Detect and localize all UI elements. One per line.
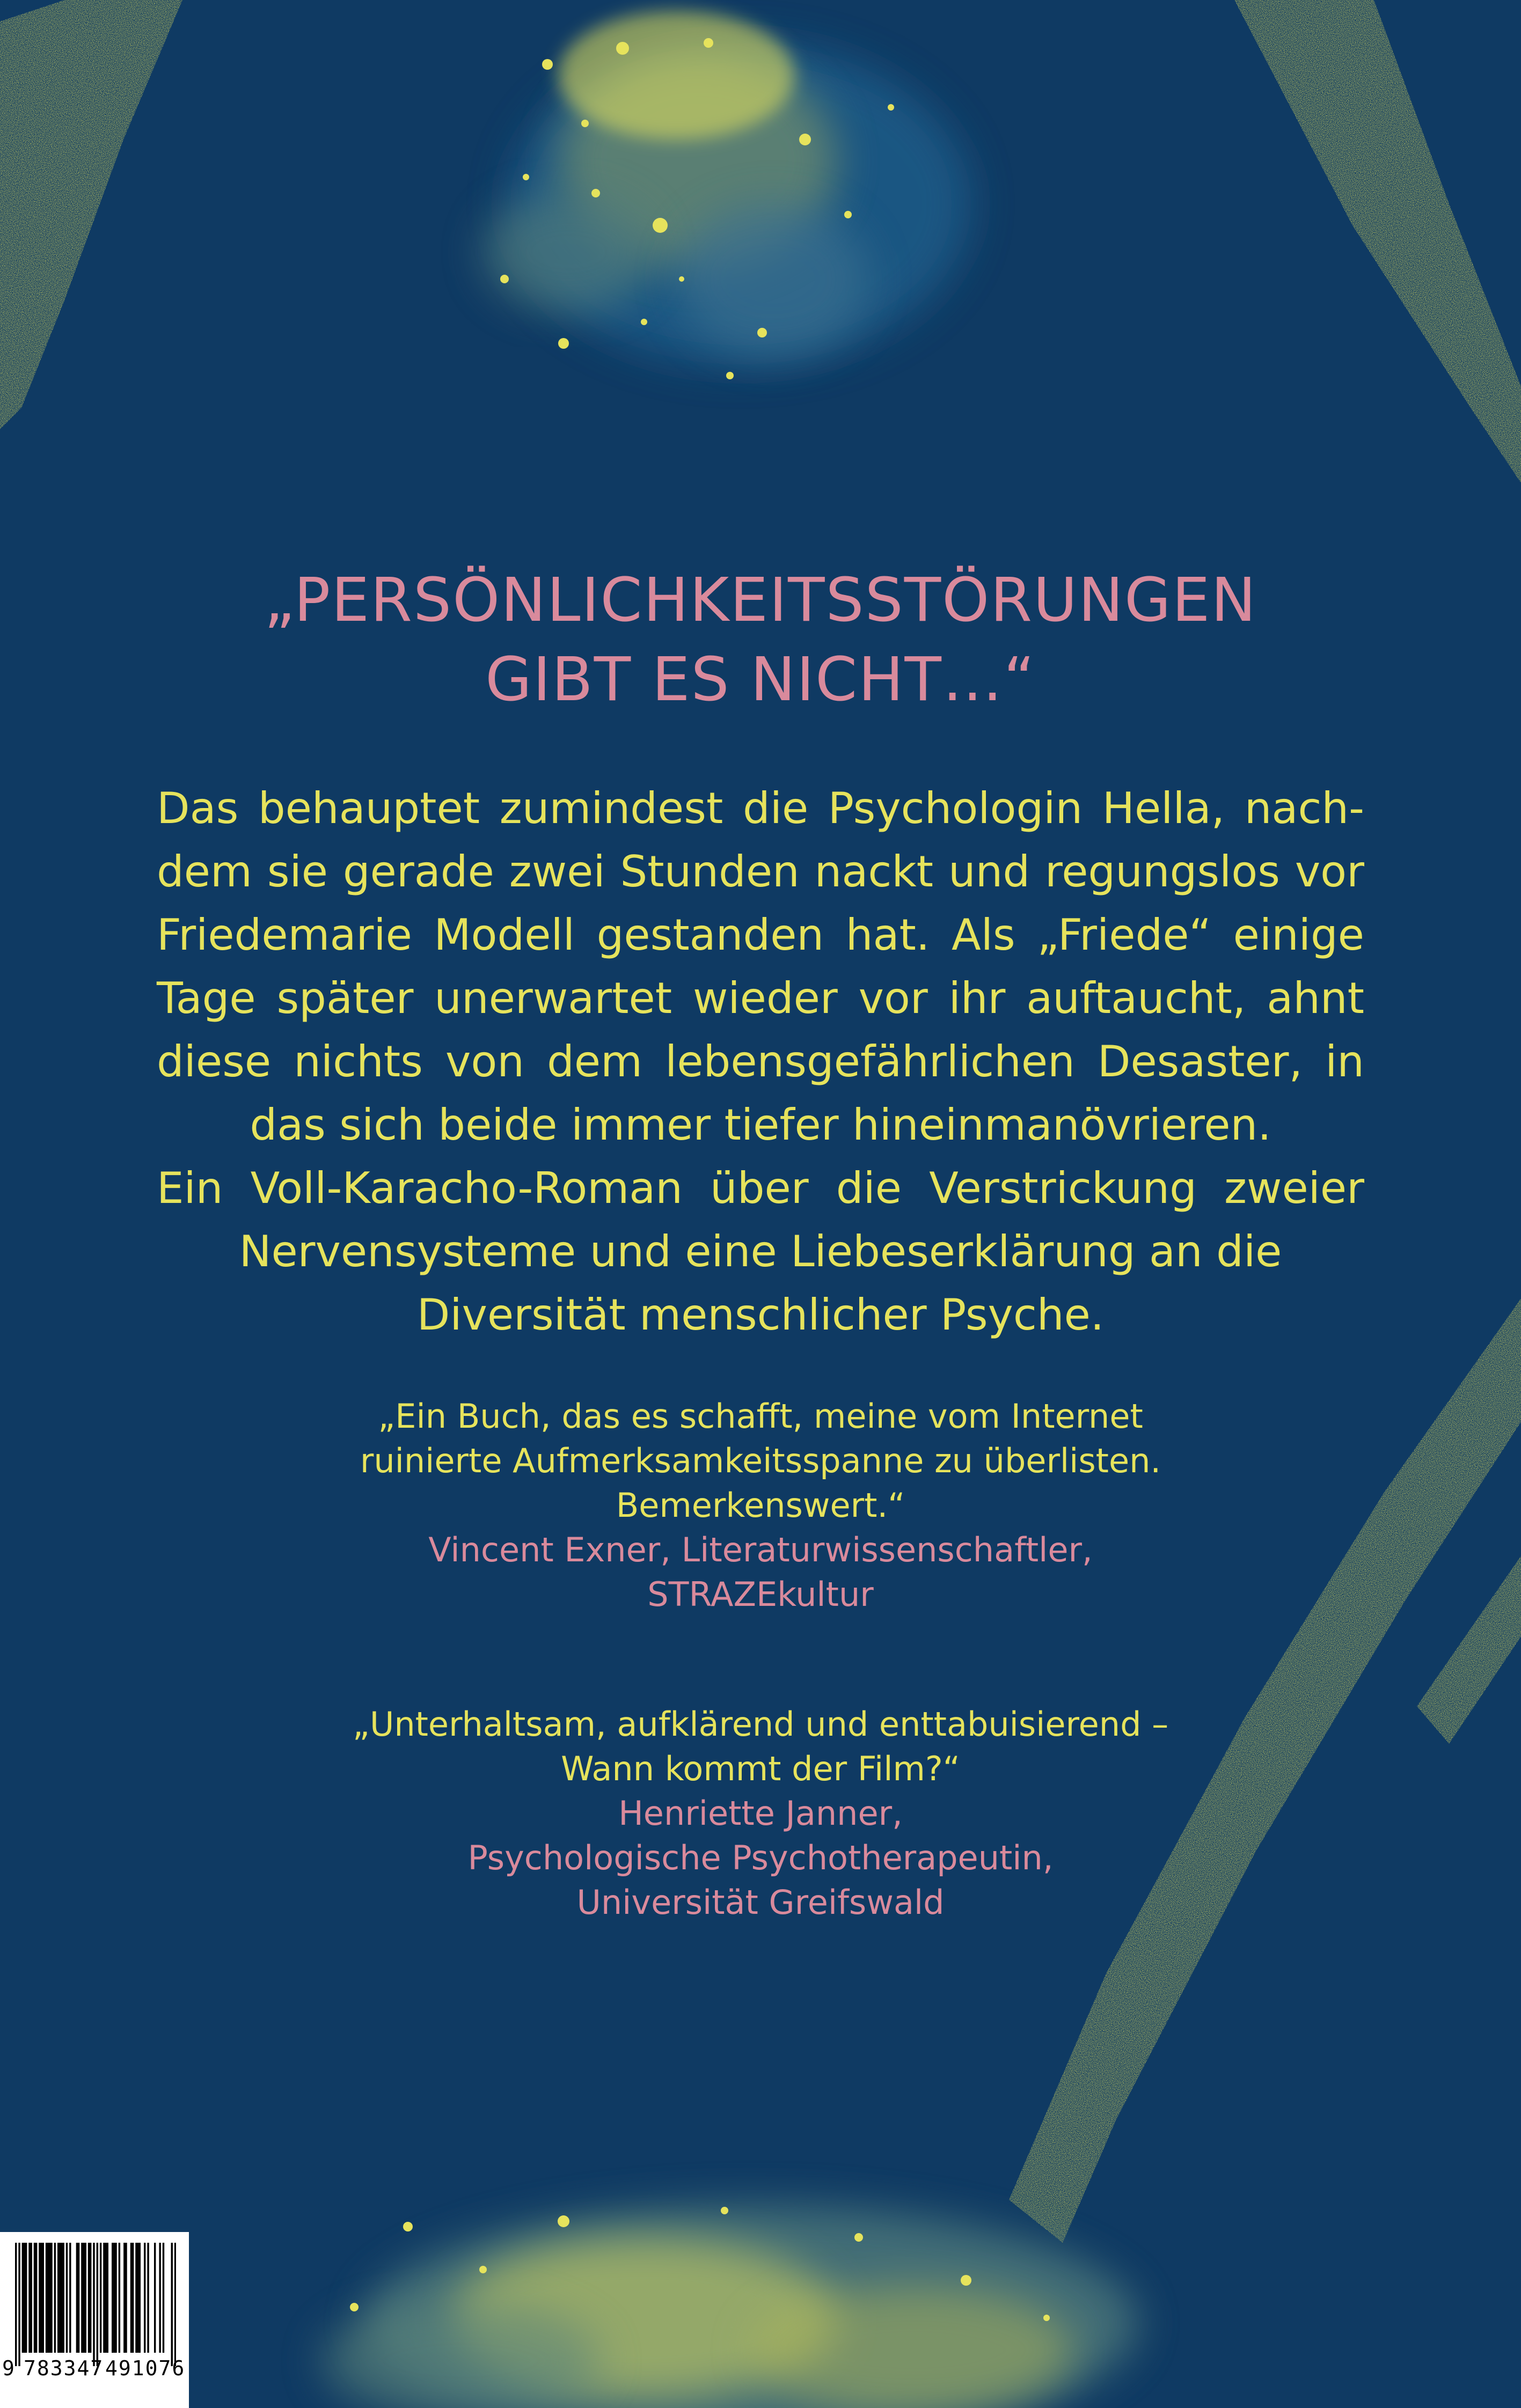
barcode-bar [112,2243,113,2353]
blurb-line: Diversität menschlicher Psyche. [416,1290,1105,1340]
barcode-bar [81,2243,83,2353]
blurb-line: Ein Voll-Karacho-Roman über die Verstrickung zweier [157,1163,1364,1213]
headline-line: GIBT ES NICHT…“ [485,645,1036,715]
barcode-bar [18,2243,20,2366]
blurb-paragraph [157,777,1364,1347]
barcode-bar [125,2243,127,2353]
barcode-bar [76,2243,78,2353]
barcode-bar [47,2243,49,2353]
barcode-bar [97,2243,98,2366]
quote-author-line: Universität Greifswald [576,1883,945,1922]
blurb-line: dem sie gerade zwei Stunden nackt und regungslos vor [157,847,1364,897]
barcode-bar [62,2243,64,2353]
quote-author-line: Henriette Janner, [618,1794,903,1833]
barcode-bar [113,2243,115,2353]
barcode-bar [24,2243,25,2353]
barcode-bar [50,2243,52,2353]
barcode-bar [93,2243,94,2366]
barcode-bar [22,2243,24,2353]
barcode-bar [59,2243,61,2353]
blurb-line: Friedemarie Modell gestanden hat. Als „Friede“ einige [157,910,1364,960]
quote-text-line: „Unterhaltsam, aufklärend und enttabuisierend – [352,1705,1169,1744]
top-center-paint-splash [483,11,971,379]
barcode-bar [100,2243,101,2353]
blurb-line: Tage später unerwartet wieder vor ihr auftaucht, ahnt [157,973,1364,1023]
barcode-bar [105,2243,106,2353]
barcode-bar [46,2243,47,2353]
barcode-bar [35,2243,37,2353]
quote-author-line: STRAZEkultur [647,1575,874,1614]
barcode-bar [34,2243,35,2353]
barcode-bar [90,2243,91,2353]
barcode-bar [147,2243,149,2353]
barcode-bar [130,2243,132,2353]
barcode-bar [107,2243,108,2353]
headline [161,561,1360,720]
barcode-bar [57,2243,59,2353]
barcode-bar [154,2243,156,2353]
barcode-bar [174,2243,176,2366]
review-quote [161,1394,1360,1617]
bottom-paint-splash [322,2205,1138,2408]
barcode-bar [25,2243,27,2353]
barcode-bar [139,2243,141,2353]
barcode-bar [88,2243,90,2353]
barcode-bar [61,2243,62,2353]
barcode-bar [66,2243,68,2353]
barcode-left-group: 783347 [24,2356,104,2380]
barcode-bar [78,2243,79,2353]
barcode-bar [119,2243,120,2353]
barcode-bar [132,2243,134,2353]
headline-line: „PERSÖNLICHKEITSSTÖRUNGEN [264,566,1257,635]
review-quote [161,1702,1360,1925]
barcode-bar [163,2243,164,2353]
barcode-bar [39,2243,40,2353]
blurb-line: Nervensysteme und eine Liebeserklärung an die [239,1227,1282,1276]
quote-text-line: Wann kommt der Film?“ [561,1749,960,1788]
quote-text-line: „Ein Buch, das es schafft, meine vom Internet [378,1397,1143,1436]
barcode-bar [40,2243,42,2353]
blurb-line: Das behauptet zumindest die Psychologin Hella, nach- [157,783,1364,833]
barcode-bar [137,2243,138,2353]
barcode-bars [15,2243,176,2366]
barcode-bar [28,2243,30,2353]
quote-text-line: Bemerkenswert.“ [616,1486,905,1525]
barcode-right-group: 491076 [105,2356,186,2380]
barcode-bar [30,2243,32,2353]
barcode-bar [144,2243,145,2353]
barcode-bar [103,2243,105,2353]
blurb-line: diese nichts von dem lebensgefährlichen Desaster, in [157,1037,1364,1086]
barcode-bar [83,2243,84,2353]
top-left-brush-stroke [0,0,182,429]
barcode-bar [123,2243,125,2353]
barcode-bar [49,2243,50,2353]
blurb-line: das sich beide immer tiefer hineinmanövrieren. [250,1100,1271,1150]
isbn-barcode [0,2232,189,2408]
barcode-bar [15,2243,17,2366]
quote-author-line: Vincent Exner, Literaturwissenschaftler, [428,1530,1093,1569]
barcode-bar [69,2243,71,2353]
quote-text-line: ruinierte Aufmerksamkeitsspanne zu überlisten. [360,1441,1161,1480]
barcode-first-digit: 9 [2,2356,14,2380]
barcode-bar [54,2243,56,2353]
barcode-bar [159,2243,160,2353]
barcode-bar [42,2243,44,2353]
barcode-bar [84,2243,86,2353]
barcode-digits [0,2356,189,2389]
barcode-bar [135,2243,137,2353]
quote-author-line: Psychologische Psychotherapeutin, [467,1838,1054,1877]
barcode-bar [115,2243,116,2353]
barcode-bar [171,2243,173,2366]
